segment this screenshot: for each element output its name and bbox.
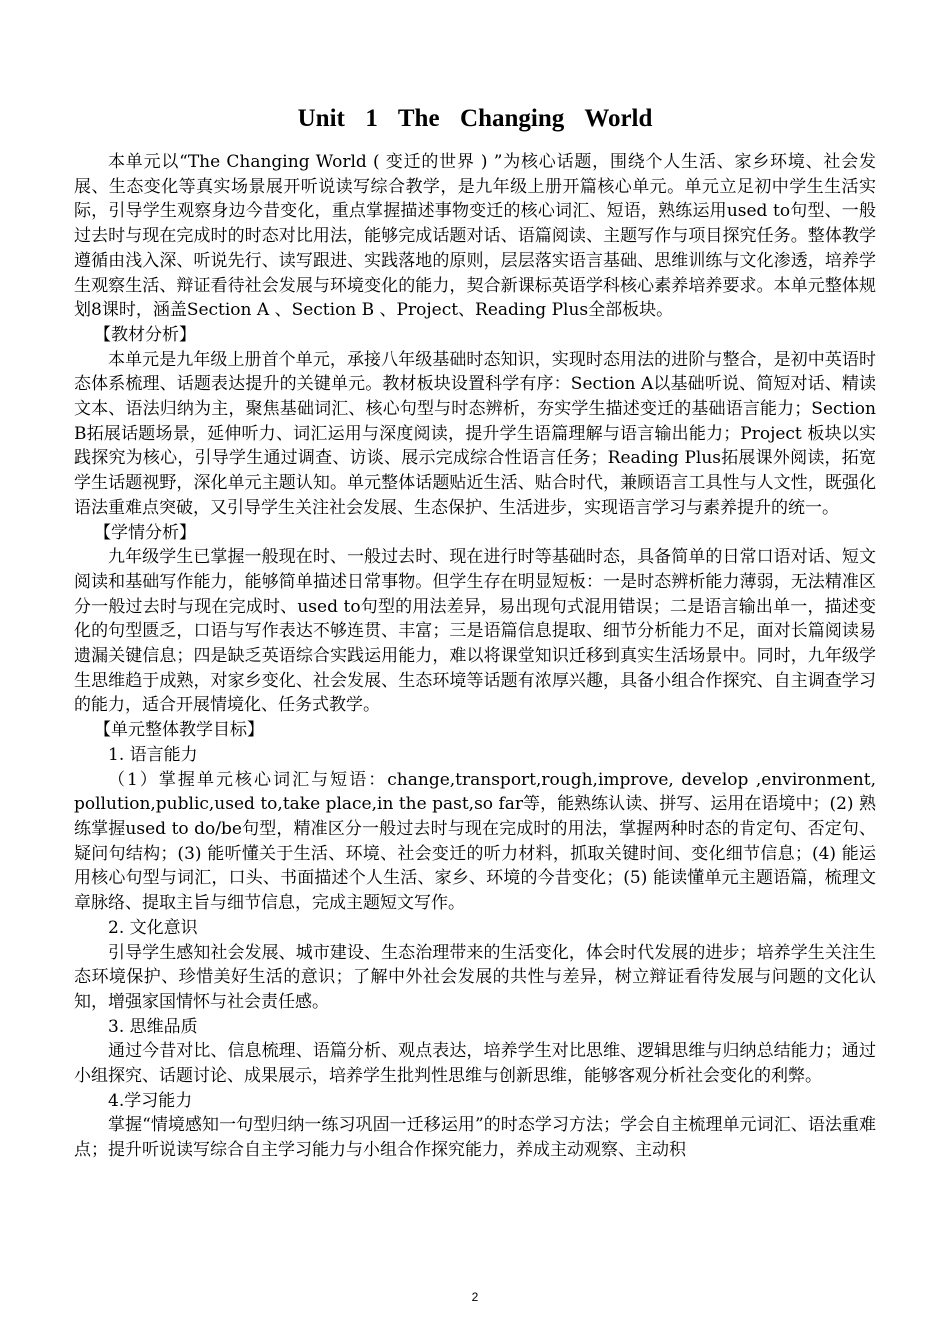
language-ability-paragraph: （1）掌握单元核心词汇与短语：change,transport,rough,improve, develop ,environment, pollution,public,used to,take place,in the past,so far等，能熟练认读、拼写、运用在语境中；(2) 熟练掌握used to do/be句型，精准区分一般过去时与现在完成时的用法，掌握两种时态的肯定句、否定句、疑问句结构；(3) 能听懂关于生活、环境、社会变迁的听力材料，抓取关键时间、变化细节信息；(4) 能运用核心句型与词汇，口头、书面描述个人生活、家乡、环境的今昔变化；(5) 能读懂单元主题语篇，梳理文章脉络、提取主旨与细节信息，完成主题短文写作。 xyxy=(74,769,876,914)
section-heading-material: 【教材分析】 xyxy=(94,324,196,345)
subheading-cultural-awareness: 2. 文化意识 xyxy=(108,917,198,938)
intro-paragraph: 本单元以“The Changing World ( 变迁的世界 ) ”为核心话题，围绕个人生活、家乡环境、社会发展、生态变化等真实场景展开听说读写综合教学，是九年级上册开篇核心单元。单元立足初中学生生活实际，引导学生观察身边今昔变化，重点掌握描述事物变迁的核心词汇、短语，熟练运用used to句型、一般过去时与现在完成时的时态对比用法，能够完成话题对话、语篇阅读、主题写作与项目探究任务。整体教学遵循由浅入深、听说先行、读写跟进、实践落地的原则，层层落实语言基础、思维训练与文化渗透，培养学生观察生活、辩证看待社会发展与环境变化的能力，契合新课标英语学科核心素养培养要求。本单元整体规划8课时，涵盖Section A 、Section B 、Project、Reading Plus全部板块。 xyxy=(74,152,876,321)
document-body xyxy=(74,150,876,1163)
thinking-quality-paragraph: 通过今昔对比、信息梳理、语篇分析、观点表达，培养学生对比思维、逻辑思维与归纳总结能力；通过小组探究、话题讨论、成果展示，培养学生批判性思维与创新思维，能够客观分析社会变化的利弊。 xyxy=(74,1041,876,1087)
section-heading-goals: 【单元整体教学目标】 xyxy=(94,720,264,741)
subheading-thinking-quality: 3. 思维品质 xyxy=(108,1016,198,1037)
document-title: Unit 1 The Changing World xyxy=(297,105,653,132)
material-paragraph: 本单元是九年级上册首个单元，承接八年级基础时态知识，实现时态用法的进阶与整合，是初中英语时态体系梳理、话题表达提升的关键单元。教材板块设置科学有序：Section A以基础听说、简短对话、精读文本、语法归纳为主，聚焦基础词汇、核心句型与时态辨析，夯实学生描述变迁的基础语言能力；Section B拓展话题场景，延伸听力、词汇运用与深度阅读，提升学生语篇理解与语言输出能力；Project 板块以实践探究为核心，引导学生通过调查、访谈、展示完成综合性语言任务；Reading Plus拓展课外阅读，拓宽学生话题视野，深化单元主题认知。单元整体话题贴近生活、贴合时代，兼顾语言工具性与人文性，既强化语法重难点突破，又引导学生关注社会发展、生态保护、生活进步，实现语言学习与素养提升的统一。 xyxy=(74,349,876,518)
subheading-learning-ability: 4.学习能力 xyxy=(108,1090,193,1111)
learning-ability-paragraph: 掌握“情境感知一句型归纳一练习巩固一迁移运用”的时态学习方法；学会自主梳理单元词汇、语法重难点；提升听说读写综合自主学习能力与小组合作探究能力，养成主动观察、主动积 xyxy=(74,1115,876,1161)
subheading-language-ability: 1. 语言能力 xyxy=(108,744,198,765)
students-paragraph: 九年级学生已掌握一般现在时、一般过去时、现在进行时等基础时态，具备简单的日常口语对话、短文阅读和基础写作能力，能够简单描述日常事物。但学生存在明显短板：一是时态辨析能力薄弱，无法精准区分一般过去时与现在完成时、used to句型的用法差异，易出现句式混用错误；二是语言输出单一，描述变化的句型匮乏，口语与写作表达不够连贯、丰富；三是语篇信息提取、细节分析能力不足，面对长篇阅读易遗漏关键信息；四是缺乏英语综合实践运用能力，难以将课堂知识迁移到真实生活场景中。同时，九年级学生思维趋于成熟，对家乡变化、社会发展、生态环境等话题有浓厚兴趣，具备小组合作探究、自主调查学习的能力，适合开展情境化、任务式教学。 xyxy=(74,547,876,716)
cultural-awareness-paragraph: 引导学生感知社会发展、城市建设、生态治理带来的生活变化，体会时代发展的进步；培养学生关注生态环境保护、珍惜美好生活的意识；了解中外社会发展的共性与差异，树立辩证看待发展与问题的文化认知，增强家国情怀与社会责任感。 xyxy=(74,942,876,1012)
section-heading-students: 【学情分析】 xyxy=(94,522,196,543)
page-number: 2 xyxy=(471,1290,479,1304)
